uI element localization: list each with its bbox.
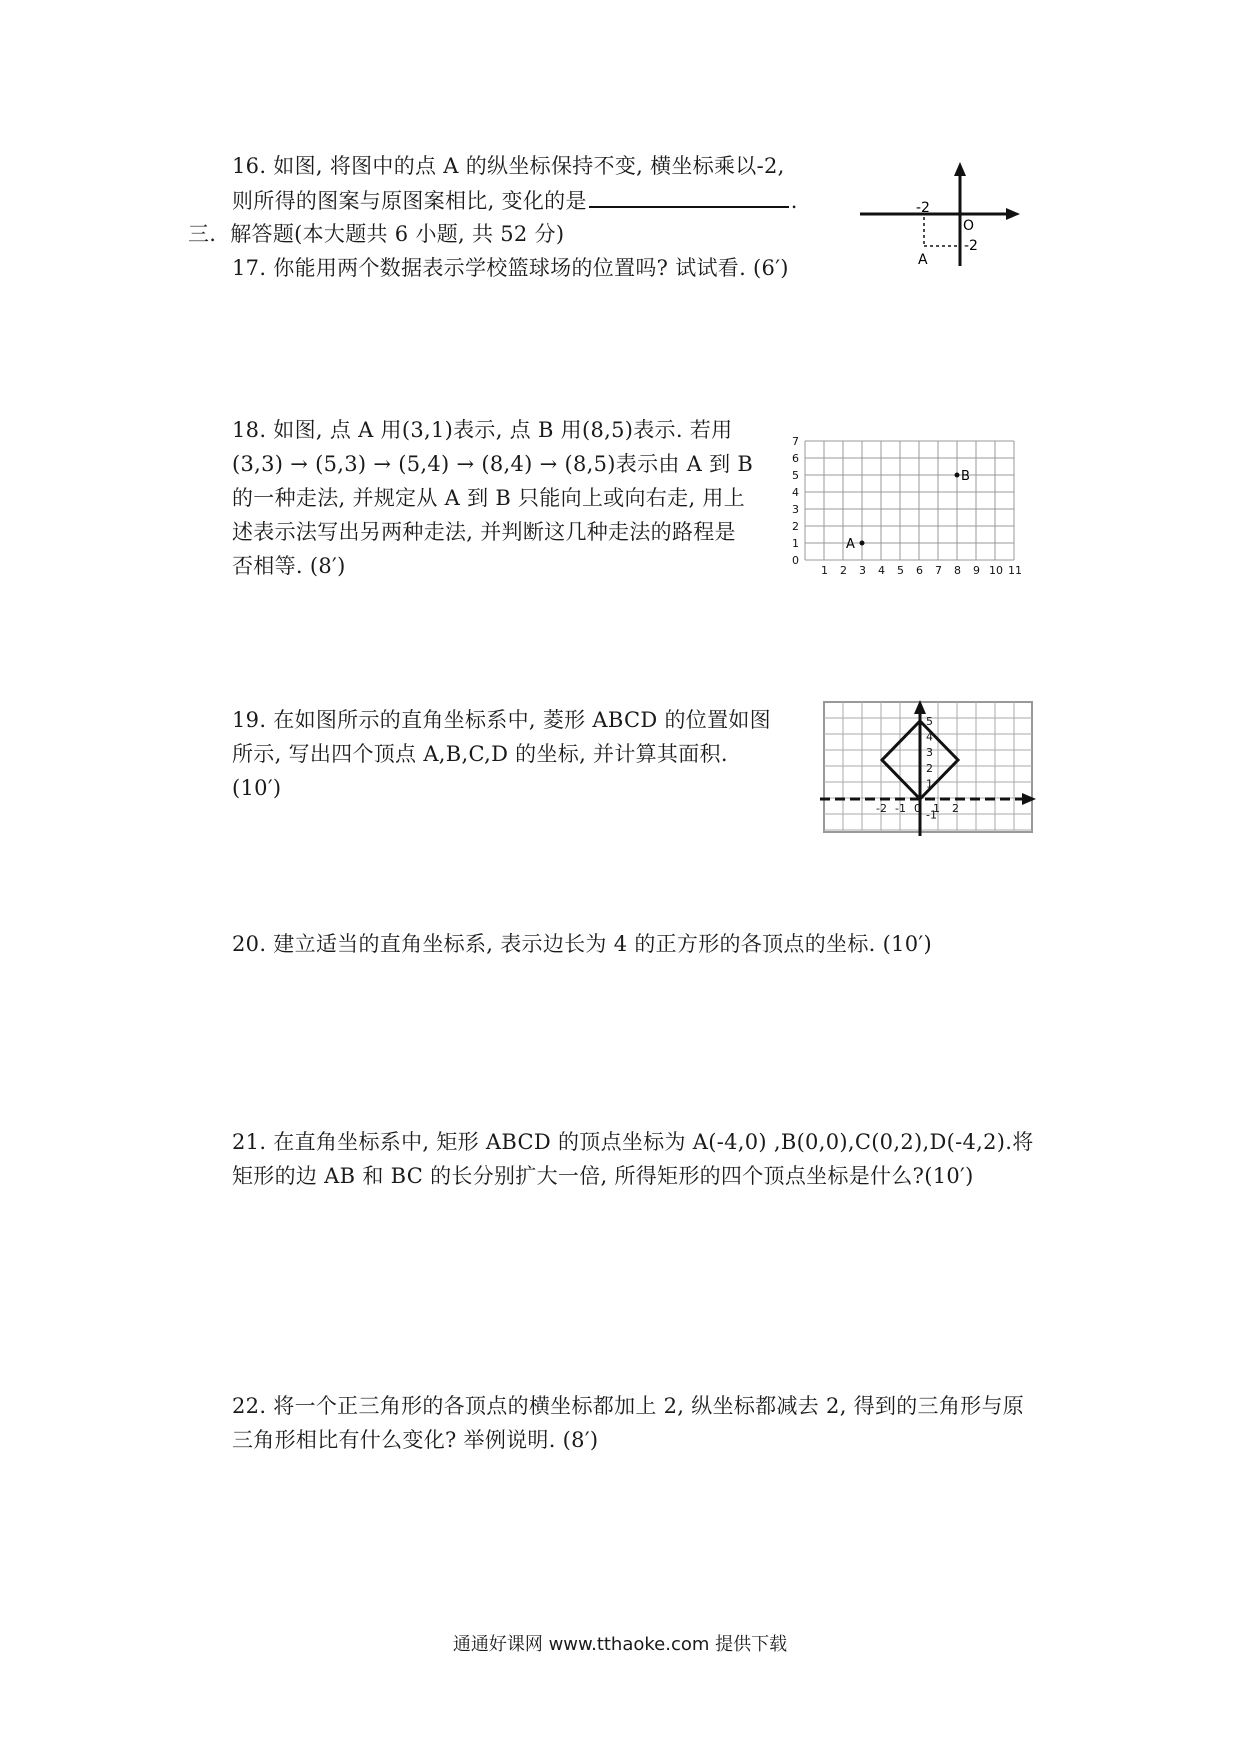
q16-x-axis-arrow [1006, 208, 1020, 220]
q18-y-tick: 4 [792, 486, 799, 499]
q18-x-tick: 1 [821, 564, 828, 576]
q18-x-tick: 8 [954, 564, 961, 576]
q16-line-2-text: 则所得的图案与原图案相比, 变化的是 [232, 189, 587, 213]
q19-x-tick: -1 [895, 802, 906, 815]
q19-x-tick: 1 [933, 802, 940, 815]
q18-y-tick: 6 [792, 452, 799, 465]
q18-grid-lines [805, 441, 1014, 560]
q19-x-tick: -2 [876, 802, 887, 815]
q19-y-tick: 3 [926, 746, 933, 760]
q18-y-tick-labels [792, 436, 799, 567]
q18-x-tick: 9 [973, 564, 980, 576]
q18-line-5: 否相等. (8′) [232, 554, 346, 578]
q21-line-1: 21. 在直角坐标系中, 矩形 ABCD 的顶点坐标为 A(-4,0) ,B(0,0),C(0,2),D(-4,2).将 [232, 1130, 1034, 1154]
q18-label-a: A [846, 537, 855, 552]
q18-y-tick: 2 [792, 520, 799, 533]
q19-y-tick: 1 [926, 777, 933, 791]
q19-x-axis-arrow [1022, 793, 1036, 805]
section-3-title: 解答题(本大题共 6 小题, 共 52 分) [230, 222, 565, 246]
q17-text: 17. 你能用两个数据表示学校篮球场的位置吗? 试试看. (6′) [232, 256, 789, 280]
q18-x-tick: 6 [916, 564, 923, 576]
q18-x-tick-labels [821, 564, 1022, 576]
q22-line-1: 22. 将一个正三角形的各顶点的横坐标都加上 2, 纵坐标都减去 2, 得到的三角形与原 [232, 1394, 1025, 1418]
q19-y-tick: 2 [926, 761, 933, 775]
q18-y-tick: 5 [792, 469, 799, 482]
q18-y-tick: 3 [792, 503, 799, 516]
q21-line-2: 矩形的边 AB 和 BC 的长分别扩大一倍, 所得矩形的四个顶点坐标是什么?(10′) [232, 1164, 974, 1188]
q19-line-2: 所示, 写出四个顶点 A,B,C,D 的坐标, 并计算其面积. [232, 742, 728, 766]
q18-x-tick: 10 [989, 564, 1003, 576]
q18-x-tick: 7 [935, 564, 942, 576]
q19-x-tick-labels [876, 802, 959, 815]
q18-line-2: (3,3) → (5,3) → (5,4) → (8,4) → (8,5)表示由 A 到 B [232, 452, 754, 476]
q18-line-1: 18. 如图, 点 A 用(3,1)表示, 点 B 用(8,5)表示. 若用 [232, 418, 733, 442]
q16-line-1: 16. 如图, 将图中的点 A 的纵坐标保持不变, 横坐标乘以-2, [232, 154, 785, 178]
q16-figure [860, 162, 1020, 272]
q16-label-point-a: A [918, 252, 928, 268]
q18-line-4: 述表示法写出另两种走法, 并判断这几种走法的路程是 [232, 520, 736, 544]
q18-x-tick: 4 [878, 564, 885, 576]
q16-y-axis-arrow [954, 162, 966, 176]
q16-answer-blank[interactable] [589, 186, 789, 208]
q18-line-3: 的一种走法, 并规定从 A 到 B 只能向上或向右走, 用上 [232, 486, 745, 510]
q19-x-tick: 0 [914, 802, 921, 815]
q16-label-origin: O [963, 218, 975, 234]
q16-label-y: -2 [964, 238, 978, 254]
q19-line-3: (10′) [232, 776, 282, 800]
q18-x-tick: 5 [897, 564, 904, 576]
q19-y-tick: -1 [926, 808, 937, 822]
q18-y-tick: 0 [792, 554, 799, 567]
q16-line-2 [232, 186, 798, 215]
q22-line-2: 三角形相比有什么变化? 举例说明. (8′) [232, 1428, 599, 1452]
q18-x-tick: 2 [840, 564, 847, 576]
section-3-heading [188, 220, 564, 248]
q19-x-tick: 2 [952, 802, 959, 815]
q20-text: 20. 建立适当的直角坐标系, 表示边长为 4 的正方形的各顶点的坐标. (10′) [232, 932, 932, 956]
q18-y-tick: 1 [792, 537, 799, 550]
q18-x-tick: 11 [1008, 564, 1022, 576]
q18-point-b [955, 473, 960, 478]
q16-line-2-period: . [790, 189, 798, 213]
q16-label-x: -2 [916, 200, 930, 216]
page-footer: 通通好课网 www.tthaoke.com 提供下载 [452, 1634, 788, 1655]
q18-x-tick: 3 [859, 564, 866, 576]
q19-line-1: 19. 在如图所示的直角坐标系中, 菱形 ABCD 的位置如图 [232, 708, 771, 732]
q18-label-b: B [961, 469, 970, 484]
section-3-marker: 三. [188, 222, 217, 246]
q19-grid-figure [820, 698, 1040, 838]
q19-y-tick: 5 [926, 715, 933, 728]
q18-point-a [860, 541, 865, 546]
q18-grid-figure [790, 436, 1030, 576]
q18-y-tick: 7 [792, 436, 799, 448]
q19-y-tick: 4 [926, 730, 933, 744]
